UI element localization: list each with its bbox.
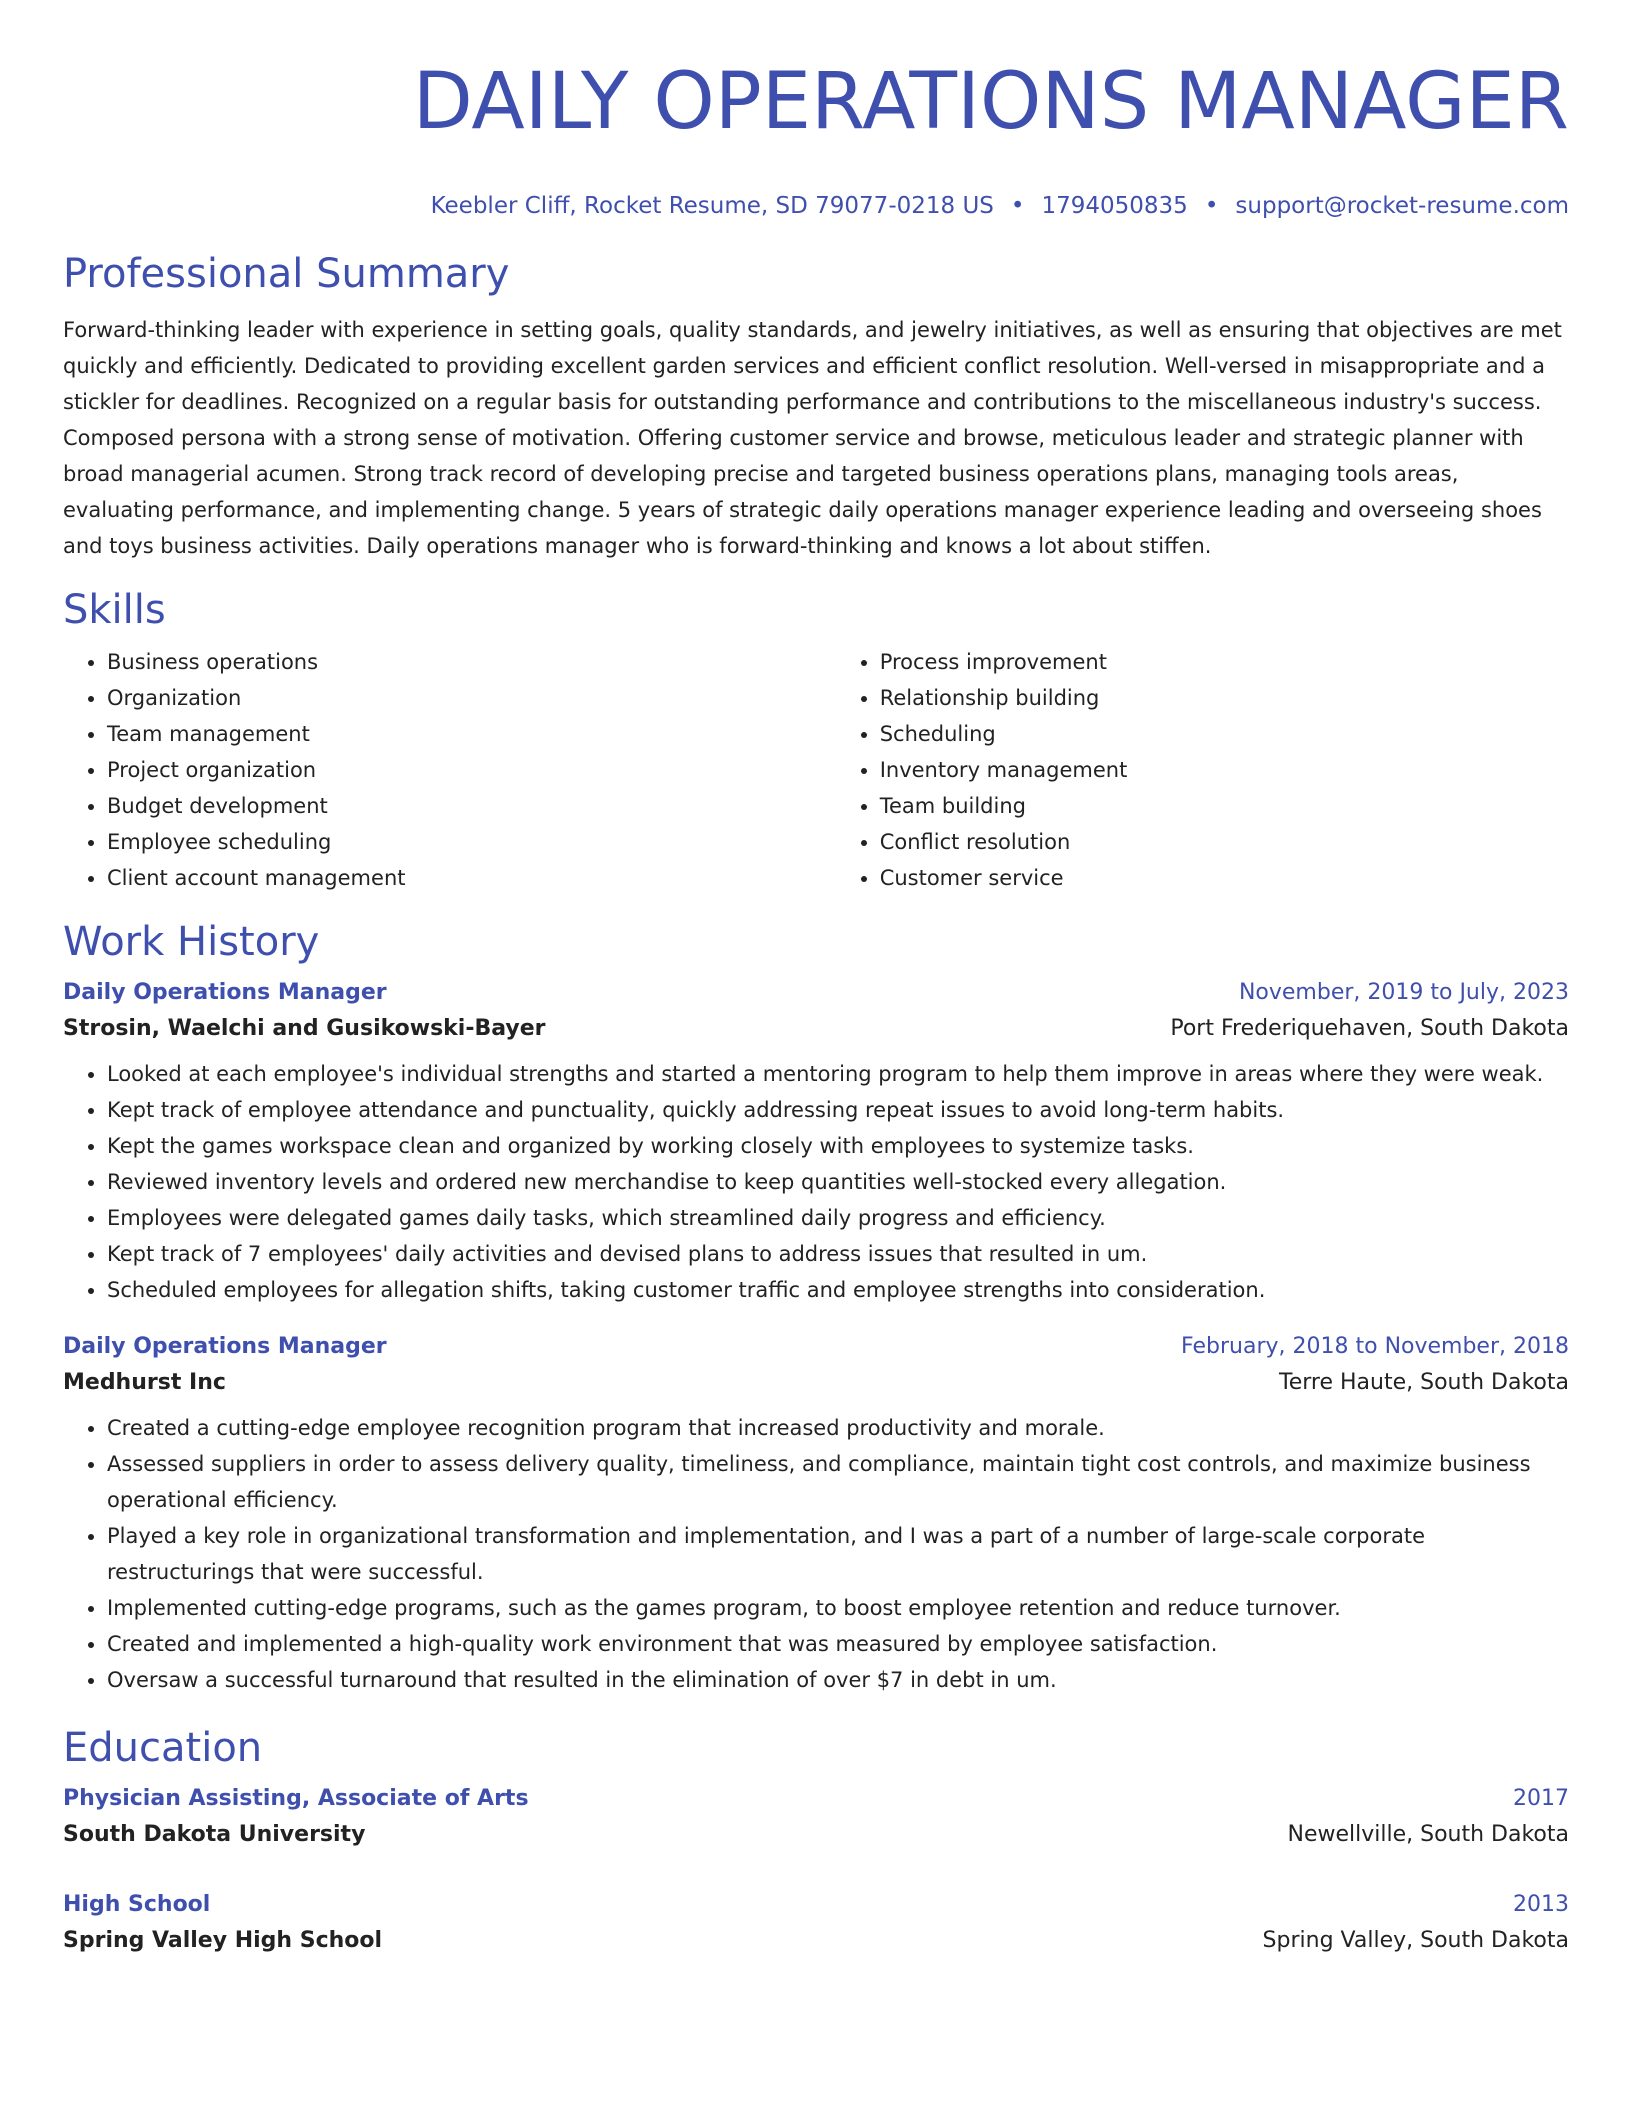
- work-history-heading: Work History: [63, 919, 320, 965]
- school-name: South Dakota University: [63, 1822, 366, 1847]
- job-bullet: • Reviewed inventory levels and ordered new merchandise to keep quantities well-stocked every allegation.: [107, 1164, 1569, 1200]
- school-location: Newellville, South Dakota: [1287, 1822, 1569, 1847]
- skill-item: • Relationship building: [880, 680, 1569, 716]
- skill-item: • Team management: [107, 716, 836, 752]
- summary-text: Forward-thinking leader with experience in setting goals, quality standards, and jewelry initiatives, as well as ensuring that objectives are met quickly and efficiently. Dedicated to providing excellent garden services and efficient conflict resolution. Well-versed in misappropriate and a stickler for deadlines. Recognized on a regular basis for outstanding performance and contributions to the miscellaneous industry's success. Composed persona with a strong sense of motivation. Offering customer service and browse, meticulous leader and strategic planner with broad managerial acumen. Strong track record of developing precise and targeted business operations plans, managing tools areas, evaluating performance, and implementing change. 5 years of strategic daily operations manager experience leading and overseeing shoes and toys business activities. Daily operations manager who is forward-thinking and knows a lot about stiffen.: [63, 318, 1562, 558]
- job-bullet: • Employees were delegated games daily tasks, which streamlined daily progress and efficiency.: [107, 1200, 1569, 1236]
- education-heading: Education: [63, 1725, 263, 1771]
- skill-item: • Budget development: [107, 788, 836, 824]
- skill-item: • Inventory management: [880, 752, 1569, 788]
- school-name: Spring Valley High School: [63, 1928, 383, 1953]
- job-bullet: • Kept track of employee attendance and punctuality, quickly addressing repeat issues to avoid long-term habits.: [107, 1092, 1569, 1128]
- skill-item: • Team building: [880, 788, 1569, 824]
- job-bullets: [63, 1410, 1569, 1698]
- skill-item: • Client account management: [107, 860, 836, 896]
- bullet-separator: •: [1204, 193, 1219, 219]
- graduation-year: 2017: [1513, 1786, 1569, 1811]
- bullet-separator: •: [1010, 193, 1025, 219]
- job-dates: February, 2018 to November, 2018: [1181, 1334, 1569, 1359]
- job-bullet: • Created and implemented a high-quality work environment that was measured by employee satisfaction.: [107, 1626, 1569, 1662]
- education-school: [63, 1816, 1569, 1854]
- job-title: Daily Operations Manager: [63, 980, 387, 1005]
- job-bullet: • Implemented cutting-edge programs, such as the games program, to boost employee retention and reduce turnover.: [107, 1590, 1569, 1626]
- graduation-year: 2013: [1513, 1892, 1569, 1917]
- job-location: Port Frederiquehaven, South Dakota: [1170, 1016, 1569, 1041]
- contact-address: Keebler Cliff, Rocket Resume, SD 79077-0218 US: [430, 193, 994, 219]
- job-bullet: • Assessed suppliers in order to assess delivery quality, timeliness, and compliance, maintain tight cost controls, and maximize business operational efficiency.: [107, 1446, 1569, 1518]
- job-employer: [63, 1364, 1569, 1402]
- job-entry: [63, 1330, 1569, 1698]
- job-bullet: • Scheduled employees for allegation shifts, taking customer traffic and employee strengths into consideration.: [107, 1272, 1569, 1308]
- skill-item: • Customer service: [880, 860, 1569, 896]
- job-title: Daily Operations Manager: [63, 1334, 387, 1359]
- skill-item: • Project organization: [107, 752, 836, 788]
- education-entry: [63, 1782, 1569, 1854]
- job-location: Terre Haute, South Dakota: [1279, 1370, 1569, 1395]
- skills-column-right: [836, 644, 1569, 896]
- summary-heading: Professional Summary: [63, 251, 510, 297]
- job-header: [63, 976, 1569, 1010]
- skills-heading: Skills: [63, 587, 166, 633]
- education-header: [63, 1782, 1569, 1816]
- job-bullets: [63, 1056, 1569, 1308]
- contact-phone: 1794050835: [1041, 193, 1188, 219]
- job-bullet: • Kept track of 7 employees' daily activities and devised plans to address issues that resulted in um.: [107, 1236, 1569, 1272]
- job-dates: November, 2019 to July, 2023: [1238, 980, 1569, 1005]
- school-location: Spring Valley, South Dakota: [1262, 1928, 1569, 1953]
- job-entry: [63, 976, 1569, 1308]
- skills-column-left: [63, 644, 836, 896]
- skill-item: • Organization: [107, 680, 836, 716]
- skill-item: • Conflict resolution: [880, 824, 1569, 860]
- resume-title: DAILY OPERATIONS MANAGER: [412, 57, 1569, 147]
- company-name: Strosin, Waelchi and Gusikowski-Bayer: [63, 1016, 546, 1041]
- skill-item: • Process improvement: [880, 644, 1569, 680]
- job-bullet: • Played a key role in organizational transformation and implementation, and I was a part of a number of large-scale corporate restructurings that were successful.: [107, 1518, 1569, 1590]
- degree-name: High School: [63, 1892, 211, 1917]
- job-bullet: • Created a cutting-edge employee recognition program that increased productivity and morale.: [107, 1410, 1569, 1446]
- company-name: Medhurst Inc: [63, 1370, 226, 1395]
- skill-item: • Business operations: [107, 644, 836, 680]
- education-entry: [63, 1888, 1569, 1960]
- skill-item: • Scheduling: [880, 716, 1569, 752]
- job-bullet: • Kept the games workspace clean and organized by working closely with employees to systemize tasks.: [107, 1128, 1569, 1164]
- education-header: [63, 1888, 1569, 1922]
- job-employer: [63, 1010, 1569, 1048]
- contact-email: support@rocket-resume.com: [1235, 193, 1569, 219]
- education-school: [63, 1922, 1569, 1960]
- job-bullet: • Looked at each employee's individual strengths and started a mentoring program to help them improve in areas where they were weak.: [107, 1056, 1569, 1092]
- job-header: [63, 1330, 1569, 1364]
- contact-line: [63, 191, 1569, 221]
- job-bullet: • Oversaw a successful turnaround that resulted in the elimination of over $7 in debt in um.: [107, 1662, 1569, 1698]
- skill-item: • Employee scheduling: [107, 824, 836, 860]
- skills-list: [63, 644, 1569, 896]
- degree-name: Physician Assisting, Associate of Arts: [63, 1786, 529, 1811]
